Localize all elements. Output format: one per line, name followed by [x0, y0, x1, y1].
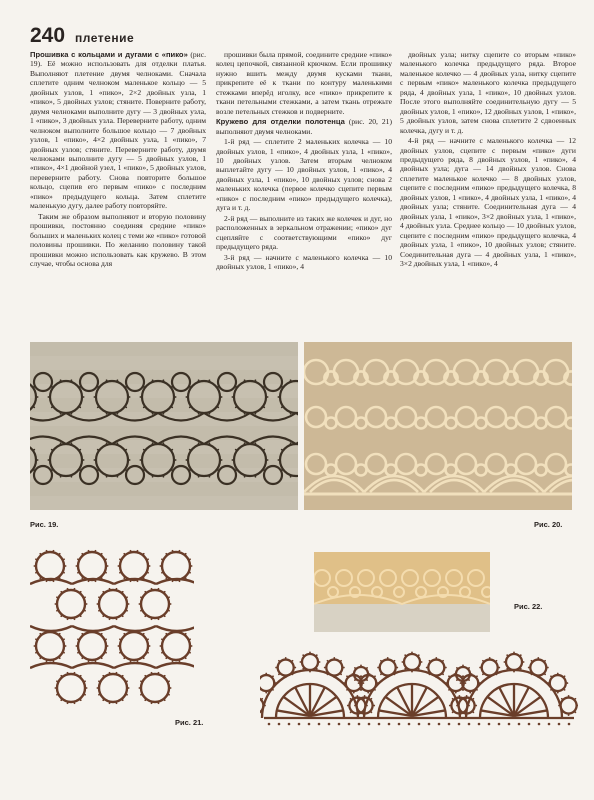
- paragraph: [216, 137, 392, 213]
- paragraph-text: двойных узла; нитку сцепите со вторым «пико» маленького колечка предыдущего ряда. Второе маленькое колечко — 4 двойных узла, нитку сцепите с первым «пико» маленького колечка предыдущего ряда, 4 двойных узла, 1 «пико», 10 двойных узлов. После этого выполняйте соединительную дугу — 5 двойных узлов, 1 «пико», 12 двойных узлов, 1 «пико», 5 двойных узлов, затем снова сплетите 2 сдвоенных колечка, дугу и т. д.: [400, 50, 576, 135]
- paragraph-text: 2-й ряд — выполните из таких же колечек и дуг, но расположенных в зеркальном отражении; «пико» дуг сцепляйте с соответствующими «пико» дуг предыдущего ряда.: [216, 213, 392, 252]
- figure-22-lace: [314, 552, 490, 632]
- text-column-3: [400, 50, 576, 269]
- paragraph-text: (рис. 20, 21) выполняют двумя челноками.: [216, 117, 393, 136]
- paragraph: [216, 50, 392, 116]
- paragraph: [30, 212, 206, 269]
- paragraph: [400, 136, 576, 268]
- figure-19-photo: [30, 342, 298, 510]
- paragraph-text: 3-й ряд — начните с маленького колечка — 10 двойных узлов, 1 «пико», 4: [216, 252, 392, 271]
- paragraph: [216, 214, 392, 252]
- paragraph-lead: Прошивка с кольцами и дугами с «пико»: [30, 50, 188, 59]
- paragraph: [216, 253, 392, 272]
- section-title: плетение: [75, 31, 135, 45]
- paragraph-text: 1-й ряд — сплетите 2 маленьких колечка — 10 двойных узлов, 1 «пико», 4 двойных узла, 1 «пико», 10 двойных узлов. Затем вторым челноком выплетайте дугу — 10 двойных узлов, 1 «пико», 4 двойных узла, 1 «пико», 10 двойных узлов; снова 2 маленьких колечка (первое колечко сцепите первым «пико» с последним «пико» предыдущего колечка), дуга и т. д.: [216, 137, 392, 213]
- figure-20-lace: [304, 342, 572, 510]
- paragraph-text: (рис. 19). Её можно использовать для отделки платья. Выполняют плетение двумя челноками. Сначала сплетите одним челноком маленькое кольцо — 5 двойных узлов, 1 «пико», 2×2 двойных узла, 1 «пико», 5 двойных узлов; стяните. Поверните работу, двумя челноками выполните дугу — 3 двойных узла, 1 «пико», 3 двойных узла. Переверните работу, одним челноком выполните большое кольцо — 7 двойных узлов, 1 «пико», 4×2 двойных узла, 1 «пико», 7 двойных узлов; стяните. Переверните работу, двумя челноками выполните дугу — 5 двойных узлов, 1 «пико», 4×1 двойной узел, 1 «пико», 5 двойных узлов, переверните работу. Снова повторите большое кольцо, сцепив его первым «пико» с последним «пико» предыдущего кольца. Затем сплетите маленькую дугу, далее работу повторяйте.: [30, 50, 206, 211]
- figure-20-caption: Рис. 20.: [534, 520, 563, 529]
- figure-19-lace: [30, 342, 298, 510]
- figure-19-caption: Рис. 19.: [30, 520, 59, 529]
- paragraph-lead: Кружево для отделки полотенца: [216, 117, 345, 127]
- figure-21-lace-diagram: [30, 548, 194, 714]
- paragraph: [216, 117, 392, 136]
- text-column-2: [216, 50, 392, 272]
- paragraph-text: 4-й ряд — начните с маленького колечка — 12 двойных узлов, сцепите с первым «пико» дуги предыдущего ряда, 8 двойных узлов, 1 «пико», 4 двойных узла; дуга — 14 двойных узлов. Снова сплетите маленькое колечко — 8 двойных узлов, сцепите с последним «пико» предыдущего колечка, 8 двойных узлов, 1 «пико», 4 двойных узла, 1 «пико», 4 двойных узла; стяните. Соединительная дуга — 4 двойных узла, 1 «пико», 3×2 двойных узла, 1 «пико», 4 двойных узла. Среднее кольцо — 10 двойных узлов, сцепите с последним «пико» предыдущего колечка, 4 двойных узла, 1 «пико», 10 двойных узлов; стяните. Соединительная дуга — 4 двойных узла, 1 «пико», 3×2 двойных узла, 1 «пико», 4: [400, 136, 576, 268]
- figure-22-caption: Рис. 22.: [514, 602, 543, 611]
- figure-21-drawing: [30, 548, 194, 714]
- figure-20-photo: [304, 342, 572, 510]
- paragraph-text: прошивки была прямой, соедините средние «пико» колец цепочкой, связанной крючком. Если прошивку нужно вшить между двумя кусками ткани, прикрепите её к ткани по контуру маленькими стежками вперёд иголку, все «пико» прикрепите к ткани петельными стежками, а затем ткань отрежьте возле петельных стежков и подверните.: [216, 50, 392, 116]
- figure-22-drawing: [260, 640, 578, 734]
- paragraph: [400, 50, 576, 135]
- page-number: 240: [30, 24, 66, 47]
- figure-21-caption: Рис. 21.: [175, 718, 204, 727]
- paragraph: [30, 50, 206, 211]
- figure-22-lace-diagram: [260, 640, 578, 734]
- text-column-1: [30, 50, 206, 269]
- page-header: [30, 24, 134, 48]
- paragraph-text: Таким же образом выполняют и вторую половину прошивки, постоянно соединяя средние «пико» больших и маленьких колец с теми же «пико» готовой половины прошивки. По желанию половину такой прошивки можно использовать как кружево. В этом случае, чтобы основа для: [30, 211, 206, 268]
- figure-22-photo: [314, 552, 490, 632]
